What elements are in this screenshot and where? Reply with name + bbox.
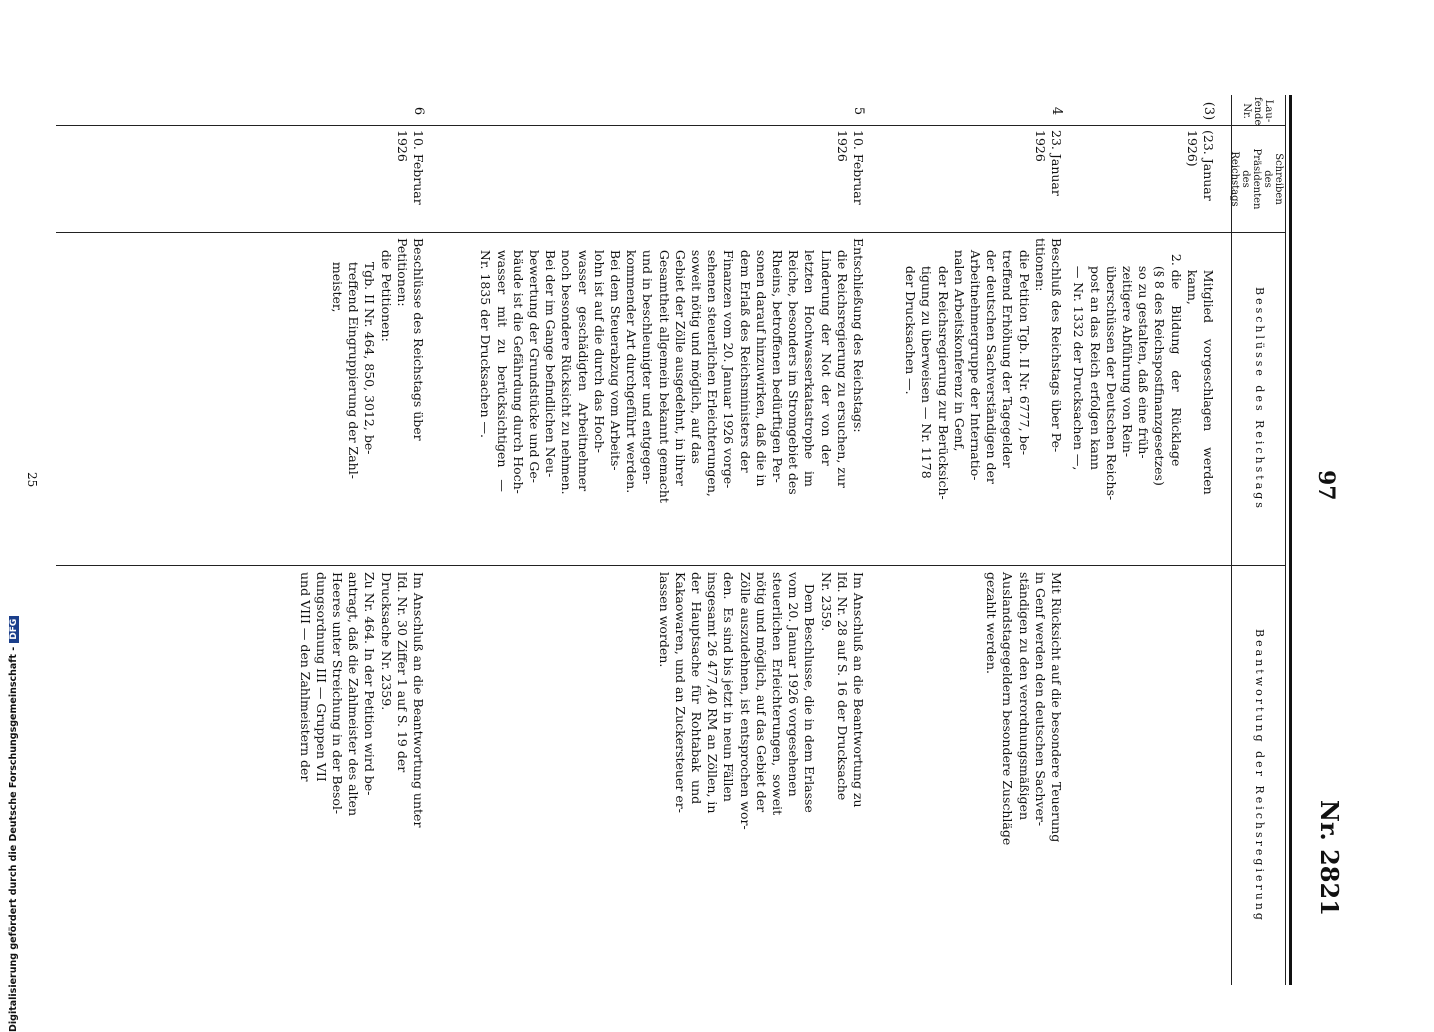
page-number: 97 [1313, 470, 1339, 501]
table-top-rule-thin [1285, 95, 1286, 985]
row-antwort: Im Anschluß an die Beantwortung unter lfd. Nr. 30 Ziffer 1 auf S. 19 der Drucksache Nr. 2359. Zu Nr. 464. In der Petition wird be- antragt, daß die Zahlmeister des alten Heeres unter Streichung in der Besol- dungsordnung III — Gruppen VII und VIII — den Zahlmeistern der [297, 572, 426, 828]
document-number: Nr. 2821 [1315, 800, 1344, 916]
row-beschluss: Entschließung des Reichstags: die Reichsregierung zu ersuchen, zur Linderung der Not der von der letzten Hochwasserkatastrophe im Reiche, besonders im Stromgebiet des Rheins, betroffenen bedürftigen Per- sonen darauf hinzuwirken, daß die in dem Erlaß des Reichsministers der Finanzen vom 20. Januar 1926 vorge- sehenen steuerlichen Erleichterungen, soweit nötig und möglich, auf das Gebiet der Zölle ausgedehnt, in ihrer Gesamtheit allgemein bekannt gemacht und in beschleunigter und entgegen- kommender Art durchgeführt werden. Bei dem Steuerabzug vom Arbeits- lohn ist auf die durch das Hoch- wasser geschädigten Arbeitnehmer noch besondere Rücksicht zu nehmen. Bei der im Gange befindlichen Neu- bewertung der Grundstücke und Ge- bäude ist die Gefährdung durch Hoch- wasser mit zu berücksichtigen — Nr. 1835 der Drucksachen —. [478, 238, 866, 503]
col-rule-2 [56, 232, 1286, 233]
funding-credit [8, 542, 22, 1032]
row-date: 10. Februar 1926 [834, 130, 866, 205]
header-beantwortung: Beantwortung der Reichsregierung [1253, 629, 1266, 923]
row-nr: (3) [1201, 101, 1216, 121]
row-beschluss: Mitglied vorgeschlagen werden kann, 2. die Bildung der Rücklage (§ 8 des Reichspostfinanzgesetzes) so zu gestalten, daß eine früh- zeitigere Abführung von Rein- überschüssen der Deutschen Reichs- post an das Reich erfolgen kann — Nr. 1332 der Drucksachen —, [1071, 253, 1216, 501]
col-rule-1 [56, 125, 1286, 126]
header-laufende-nr: Lau- fende Nr. [1241, 97, 1274, 126]
row-nr: 5 [851, 106, 866, 116]
col-rule-3 [56, 565, 1286, 566]
row-date: (23. Januar 1926) [1184, 130, 1216, 201]
header-schreiben: Schreiben des Präsidenten des Reichstags [1229, 148, 1284, 210]
row-beschluss: Beschlüsse des Reichstags über Petitionen: die Petitionen: Tgb. II Nr. 464, 850, 3012, be- treffend Eingruppierung der Zahl- meister, [329, 238, 426, 479]
table-top-rule [1289, 95, 1292, 985]
row-antwort: Im Anschluß an die Beantwortung zu lfd. Nr. 28 auf S. 16 der Drucksache Nr. 2359. Dem Beschlusse, die in dem Erlasse vom 20. Januar 1926 vorgesehenen steuerlichen Erleichterungen, soweit nötig und möglich, auf das Gebiet der Zölle auszudehnen, ist entsprochen wor- den. Es sind bis jetzt in neun Fällen insgesamt 26 477,40 RM an Zöllen, in der Hauptsache für Rohtabak und Kakaowaren, und an Zuckersteuer er- lassen worden. [656, 572, 866, 830]
header-beschluesse: Beschlüsse des Reichstags [1253, 287, 1266, 511]
row-beschluss: Beschluß des Reichstags über Pe- titionen: die Petition Tgb. II Nr. 6777, be- treffend Erhöhung der Tagegelder der deutschen Sachverständigen der Arbeitnehmergruppe der Internatio- nalen Arbeitskonferenz in Genf, der Reichsregierung zur Berücksich- tigung zu überweisen — Nr. 1178 der Drucksachen —. [903, 238, 1064, 500]
row-antwort: Mit Rücksicht auf die besondere Teuerung in Genf werden den deutschen Sachver- ständigen zu den verordnungsmäßigen Auslandstagegeldern besondere Zuschläge gezahlt werden. [984, 572, 1064, 846]
row-nr: 6 [411, 106, 426, 116]
row-date: 10. Februar 1926 [394, 130, 426, 205]
row-date: 23. Januar 1926 [1032, 130, 1064, 196]
credit-text: Digitalisierung gefördert durch die Deutsche Forschungsgemeinschaft - [8, 646, 19, 1032]
dfg-logo: DFG [9, 616, 19, 643]
row-nr: 4 [1049, 106, 1064, 116]
signature-mark: 25 [25, 472, 39, 488]
